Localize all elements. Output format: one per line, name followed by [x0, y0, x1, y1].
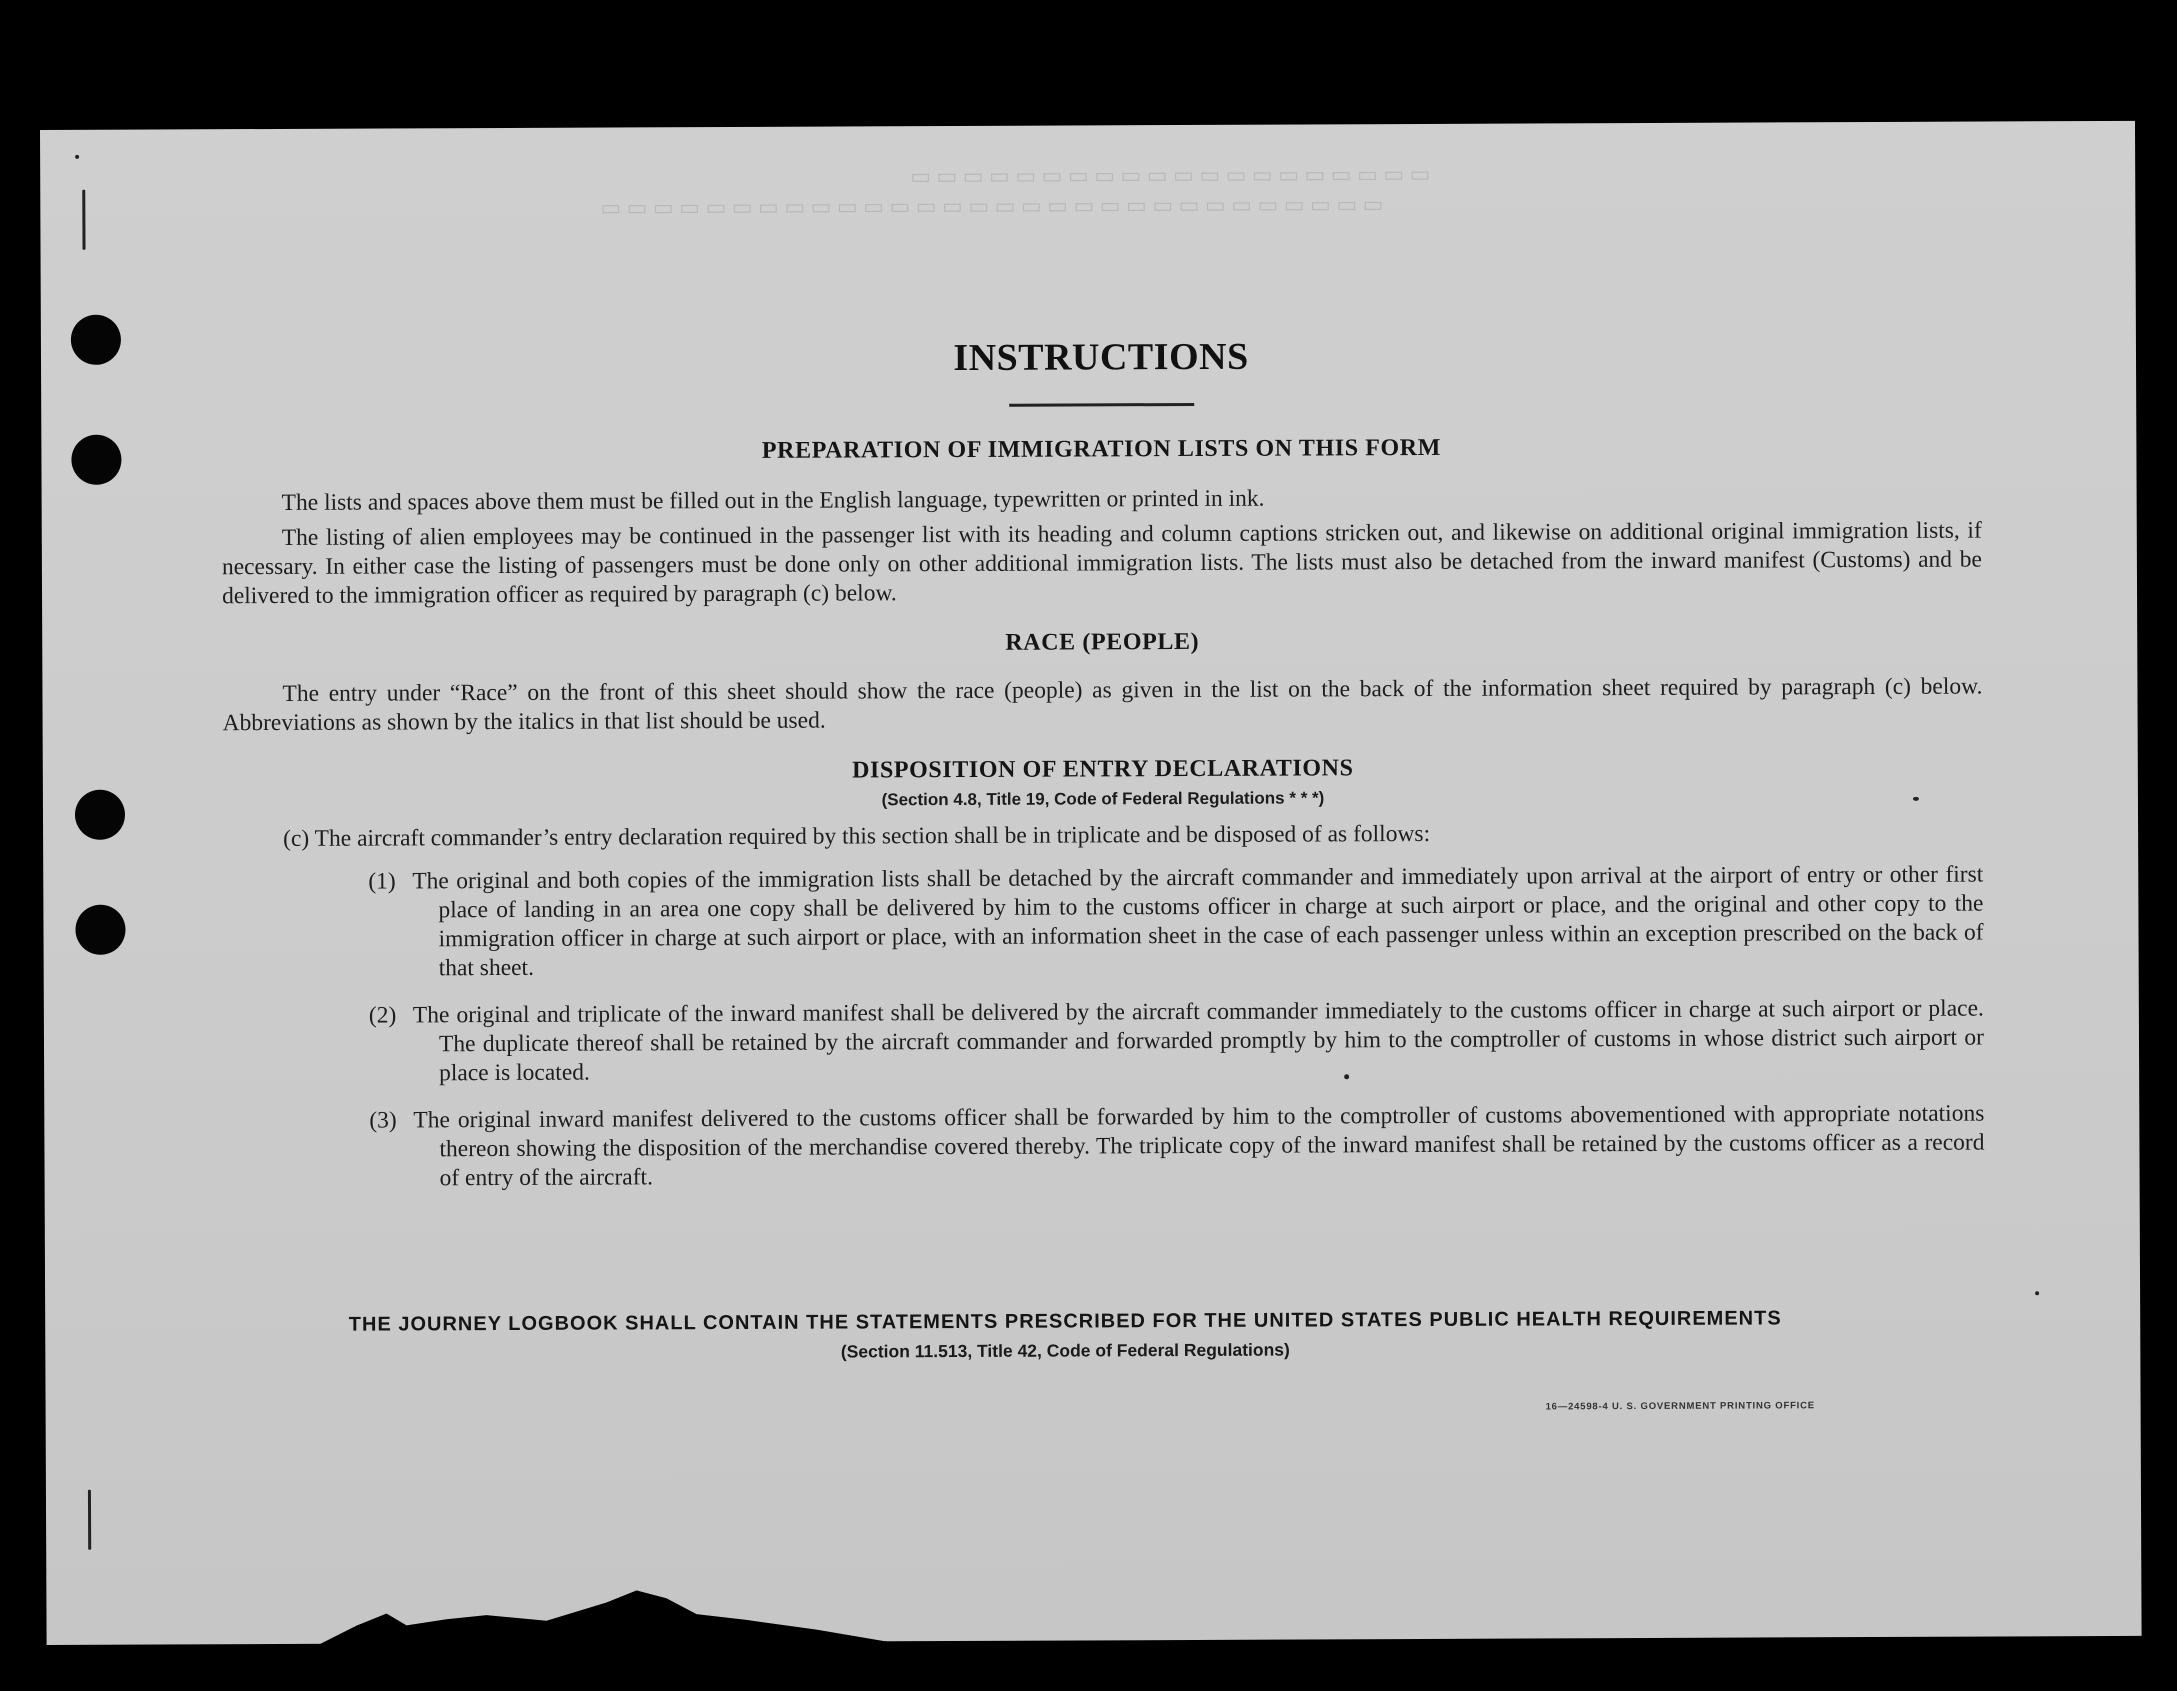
instructions-body: [221, 332, 1985, 1195]
margin-mark: [82, 190, 85, 250]
disposition-heading: DISPOSITION OF ENTRY DECLARATIONS: [851, 755, 1354, 784]
item-number: (1): [368, 868, 396, 895]
printing-office-code: 16—24598-4 U. S. GOVERNMENT PRINTING OFFICE: [1545, 1400, 1815, 1413]
speck: [2035, 1291, 2039, 1295]
race-heading: RACE (PEOPLE): [1005, 628, 1200, 656]
punch-hole: [75, 905, 125, 955]
disposition-item-2: [369, 995, 1984, 1089]
disposition-citation: (Section 4.8, Title 19, Code of Federal Regulations * * *): [881, 788, 1325, 810]
punch-hole: [71, 315, 121, 365]
health-requirements-notice: THE JOURNEY LOGBOOK SHALL CONTAIN THE STATEMENTS PRESCRIBED FOR THE UNITED STATES PUBLIC HEALTH REQUIREMENTS: [348, 1307, 1782, 1336]
preparation-paragraph-1: The lists and spaces above them must be filled out in the English language, typewritten or printed in ink.: [281, 485, 1265, 516]
margin-mark: [88, 1490, 91, 1550]
document-page: [40, 121, 2142, 1645]
item-number: (3): [369, 1107, 397, 1134]
page-title: INSTRUCTIONS: [953, 335, 1249, 380]
disposition-item-3: [369, 1100, 1984, 1194]
race-paragraph: The entry under “Race” on the front of this sheet should show the race (people) as given in the list on the back of the information sheet required by paragraph (c) below. Abbreviations as shown by the italics in that list should be used.: [222, 673, 1983, 737]
punch-hole: [71, 435, 121, 485]
torn-edge: [316, 1583, 896, 1646]
speck: [75, 155, 79, 159]
preparation-heading: PREPARATION OF IMMIGRATION LISTS ON THIS FORM: [761, 434, 1441, 464]
item-text: The original and triplicate of the inward manifest shall be delivered by the aircraft commander immediately to the customs officer in charge at such airport or place. The duplicate thereof shall be retained by the aircraft commander and forwarded promptly by him to the comptroller of customs in whose district such airport or place is located.: [412, 995, 1985, 1087]
item-text: The original and both copies of the immigration lists shall be detached by the aircraft commander and immediately upon arrival at the airport of entry or other first place of landing in an area one copy shall be delivered by him to the customs officer in charge at such airport or place, and the original and other copy to the immigration officer in charge at such airport or place, with an information sheet in the case of each passenger unless within an exception prescribed on the back of that sheet.: [412, 861, 1984, 982]
title-rule: [1009, 403, 1194, 407]
health-requirements-citation: (Section 11.513, Title 42, Code of Federal Regulations): [840, 1339, 1290, 1362]
item-text: The original inward manifest delivered to the customs officer shall be forwarded by him to the comptroller of customs abovementioned with appropriate notations thereon showing the disposition of the merchandise covered thereby. The triplicate copy of the inward manifest shall be retained by the customs officer as a record of entry of the aircraft.: [413, 1100, 1985, 1192]
preparation-paragraph-2: The listing of alien employees may be continued in the passenger list with its heading and column captions stricken out, and likewise on additional original immigration lists, if necessary. In either case the listing of passengers must be done only on other additional immigration lists. The lists must also be detached from the inward manifest (Customs) and be delivered to the immigration officer as required by paragraph (c) below.: [221, 517, 1982, 610]
punch-hole: [75, 790, 125, 840]
bleed-through-text: ▭ ▭ ▭ ▭ ▭ ▭ ▭ ▭ ▭ ▭ ▭ ▭ ▭ ▭ ▭ ▭ ▭ ▭ ▭ ▭ ▭ ▭ ▭ ▭ ▭ ▭ ▭ ▭ ▭ ▭: [600, 195, 1384, 224]
item-number: (2): [368, 1002, 397, 1029]
bleed-through-text: ▭ ▭ ▭ ▭ ▭ ▭ ▭ ▭ ▭ ▭ ▭ ▭ ▭ ▭ ▭ ▭ ▭ ▭ ▭ ▭: [910, 164, 1431, 193]
disposition-intro: (c) The aircraft commander’s entry declaration required by this section shall be in triplicate and be disposed of as follows:: [283, 820, 1431, 852]
disposition-item-1: [368, 861, 1983, 984]
